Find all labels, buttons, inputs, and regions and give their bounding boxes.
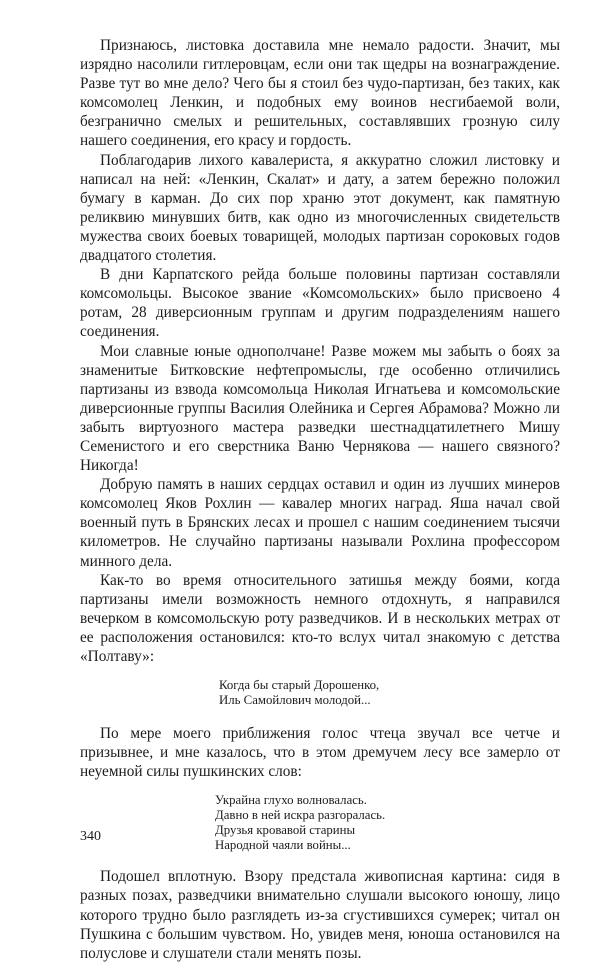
poem-line: Иль Самойлович молодой... [219, 693, 371, 708]
poem-line: Когда бы старый Дорошенко, [219, 678, 380, 693]
paragraph-rokhlin: Добрую память в наших сердцах оставил и один из лучших минеров комсомолец Яков Рохлин — кавалер многих наград. Яша начал свой военный путь в Брянских лесах и прошел с нашим соединением тысячи километров. Не случайно партизаны называли Рохлина профессором минного дела. [80, 476, 560, 570]
poem-line: Друзья кровавой старины [215, 823, 356, 838]
page-text [80, 36, 560, 963]
paragraph-carpathian-raid: В дни Карпатского рейда больше половины партизан составляли комсомольцы. Высокое звание «Комсомольских» было присвоено 4 ротам, 28 диверсионным группам и другим подразделениям нашего соединения. [80, 266, 560, 341]
paragraph-poltava-reading: Как-то во время относительного затишья между боями, когда партизаны имели возможность немного отдохнуть, я направился вечерком в комсомольскую роту разведчиков. И в нескольких метрах от ее расположения остановился: кто-то вслух читал знакомую с детства «Полтаву»: [80, 571, 560, 665]
paragraph-leaflet-joy: Признаюсь, листовка доставила мне немало радости. Значит, мы изрядно насолили гитлеровцам, если они так щедры на вознаграждение. Разве тут во мне дело? Чего бы я стоил без чудо-партизан, без таких, как комсомолец Ленкин, и подобных ему воинов несгибаемой воли, безгранично смелых и решительных, составлявших грозную силу нашего соединения, его красу и гордость. [80, 37, 560, 150]
paragraph-comrades: Мои славные юные однополчане! Разве можем мы забыть о боях за знаменитые Битковские нефтепромыслы, где особенно отличились партизаны из взвода комсомольца Николая Игнатьева и комсомольские диверсионные группы Василия Олейника и Сергея Абрамова? Можно ли забыть виртуозного мастера разведки шестнадцатилетнего Мишу Семенистого и его сверстника Ваню Чернякова — нашего связного? Никогда! [80, 342, 560, 475]
paragraph-voice-approach: По мере моего приближения голос чтеца звучал все четче и призывнее, и мне казалось, что в этом дремучем лесу все замерло от неуемной силы пушкинских слов: [80, 725, 560, 781]
poem-quote-ukraine [215, 793, 560, 853]
poem-line: Украйна глухо волновалась. [215, 793, 367, 808]
paragraph-picture-scene: Подошел вплотную. Взору предстала живописная картина: сидя в разных позах, разведчики внимательно слушали высокого юношу, лицо которого трудно было разглядеть из-за сгустившихся сумерек; читал он Пушкина с большим чувством. Но, увидев меня, юноша остановился на полуслове и слушатели стали менять позы. [80, 868, 560, 962]
page-number: 340 [80, 829, 101, 844]
poem-line: Давно в ней искра разгоралась. [215, 808, 386, 823]
poem-line: Народной чаяли войны... [215, 838, 351, 853]
poem-quote-poltava [219, 678, 560, 708]
paragraph-leaflet-kept: Поблагодарив лихого кавалериста, я аккуратно сложил листовку и написал на ней: «Ленкин, Скалат» и дату, а затем бережно положил бумагу в карман. До сих пор храню этот документ, как памятную реликвию минувших битв, как одно из многочисленных свидетельств мужества своих боевых товарищей, молодых партизан сороковых годов двадцатого столетия. [80, 151, 560, 265]
